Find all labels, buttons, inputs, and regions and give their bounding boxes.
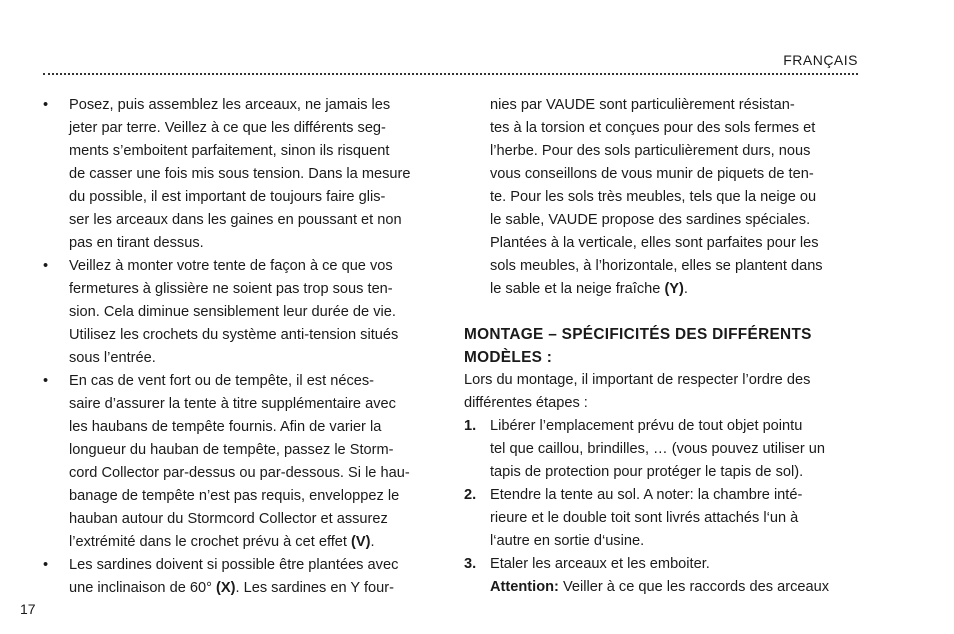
text-line: vous conseillons de vous munir de piquets de ten- bbox=[490, 166, 814, 182]
text-line: de casser une fois mis sous tension. Dans la mesure bbox=[69, 166, 411, 182]
numbered-step bbox=[464, 484, 864, 553]
text-line: pas en tirant dessus. bbox=[69, 235, 204, 251]
right-column bbox=[464, 94, 864, 599]
text-line: l’herbe. Pour des sols particulièrement durs, nous bbox=[490, 143, 811, 159]
text-line: banage de tempête n’est pas requis, enveloppez le bbox=[69, 488, 400, 504]
left-column bbox=[43, 94, 443, 600]
text-line: jeter par terre. Veillez à ce que les différents seg- bbox=[69, 120, 386, 136]
text-line: tes à la torsion et conçues pour des sols fermes et bbox=[490, 120, 816, 136]
dotted-divider bbox=[43, 73, 858, 75]
text-line: saire d’assurer la tente à titre supplémentaire avec bbox=[69, 396, 396, 412]
text-line: Utilisez les crochets du système anti-tension situés bbox=[69, 327, 399, 343]
text-line: Plantées à la verticale, elles sont parfaites pour les bbox=[490, 235, 819, 251]
text-line bbox=[69, 577, 443, 600]
text-span: . bbox=[370, 534, 375, 550]
text-line: tel que caillou, brindilles, … (vous pouvez utiliser un bbox=[490, 441, 826, 457]
text-line: l‘autre en sortie d‘usine. bbox=[490, 533, 645, 549]
text-line: ments s’emboitent parfaitement, sinon ils risquent bbox=[69, 143, 390, 159]
intro-text: différentes étapes : bbox=[464, 395, 588, 411]
text-line: le sable, VAUDE propose des sardines spéciales. bbox=[490, 212, 811, 228]
text-span: . bbox=[683, 281, 688, 297]
text-line bbox=[69, 531, 443, 554]
text-line bbox=[490, 278, 864, 301]
text-span: Veiller à ce que les raccords des arceaux bbox=[558, 579, 830, 595]
text-line: cord Collector par-dessus ou par-dessous. Si le hau- bbox=[69, 465, 410, 481]
section-heading: MODÈLES : bbox=[464, 349, 553, 366]
text-line: Libérer l’emplacement prévu de tout objet pointu bbox=[490, 418, 803, 434]
figure-reference: (X) bbox=[216, 580, 236, 596]
bullet-dot-icon: • bbox=[43, 258, 49, 274]
text-line bbox=[490, 576, 864, 599]
numbered-step bbox=[464, 553, 864, 599]
text-line: sols meubles, à l’horizontale, elles se plantent dans bbox=[490, 258, 823, 274]
text-span: . Les sardines en Y four- bbox=[235, 580, 394, 596]
continued-bullet-text bbox=[464, 94, 864, 301]
figure-reference: (Y) bbox=[664, 281, 684, 297]
text-line: ser les arceaux dans les gaines en poussant et non bbox=[69, 212, 402, 228]
text-span: l’extrémité dans le crochet prévu à cet effet bbox=[69, 534, 352, 550]
intro-text: Lors du montage, il important de respecter l’ordre des bbox=[464, 372, 811, 388]
attention-label: Attention: bbox=[490, 579, 559, 595]
bullet-item bbox=[43, 370, 443, 554]
text-line: Posez, puis assemblez les arceaux, ne jamais les bbox=[69, 97, 391, 113]
section-heading: MONTAGE – SPÉCIFICITÉS DES DIFFÉRENTS bbox=[464, 326, 812, 343]
text-line: fermetures à glissière ne soient pas trop sous ten- bbox=[69, 281, 393, 297]
text-line: rieure et le double toit sont livrés attachés l‘un à bbox=[490, 510, 799, 526]
figure-reference: (V) bbox=[351, 534, 371, 550]
text-line: Etendre la tente au sol. A noter: la chambre inté- bbox=[490, 487, 803, 503]
bullet-item bbox=[43, 554, 443, 600]
text-line: nies par VAUDE sont particulièrement résistan- bbox=[490, 97, 795, 113]
text-line: sion. Cela diminue sensiblement leur durée de vie. bbox=[69, 304, 396, 320]
text-line: du possible, il est important de toujours faire glis- bbox=[69, 189, 386, 205]
text-line: Les sardines doivent si possible être plantées avec bbox=[69, 557, 399, 573]
text-line: En cas de vent fort ou de tempête, il est néces- bbox=[69, 373, 375, 389]
section-language-label: FRANÇAIS bbox=[783, 52, 858, 68]
page-number: 17 bbox=[20, 601, 36, 617]
text-span: le sable et la neige fraîche bbox=[490, 281, 665, 297]
bullet-dot-icon: • bbox=[43, 373, 49, 389]
bullet-item bbox=[43, 94, 443, 255]
bullet-dot-icon: • bbox=[43, 97, 49, 113]
numbered-step bbox=[464, 415, 864, 484]
bullet-dot-icon: • bbox=[43, 557, 49, 573]
text-line: les haubans de tempête fournis. Afin de varier la bbox=[69, 419, 382, 435]
text-line: longueur du hauban de tempête, passez le Storm- bbox=[69, 442, 394, 458]
bullet-item bbox=[43, 255, 443, 370]
text-line: te. Pour les sols très meubles, tels que la neige ou bbox=[490, 189, 817, 205]
text-line: Etaler les arceaux et les emboiter. bbox=[490, 556, 710, 572]
text-line: tapis de protection pour protéger le tapis de sol). bbox=[490, 464, 804, 480]
text-line: sous l’entrée. bbox=[69, 350, 156, 366]
text-line: hauban autour du Stormcord Collector et assurez bbox=[69, 511, 388, 527]
text-line: Veillez à monter votre tente de façon à ce que vos bbox=[69, 258, 393, 274]
text-span: une inclinaison de 60° bbox=[69, 580, 217, 596]
step-number: 2. bbox=[464, 487, 477, 503]
step-number: 1. bbox=[464, 418, 477, 434]
step-number: 3. bbox=[464, 556, 477, 572]
